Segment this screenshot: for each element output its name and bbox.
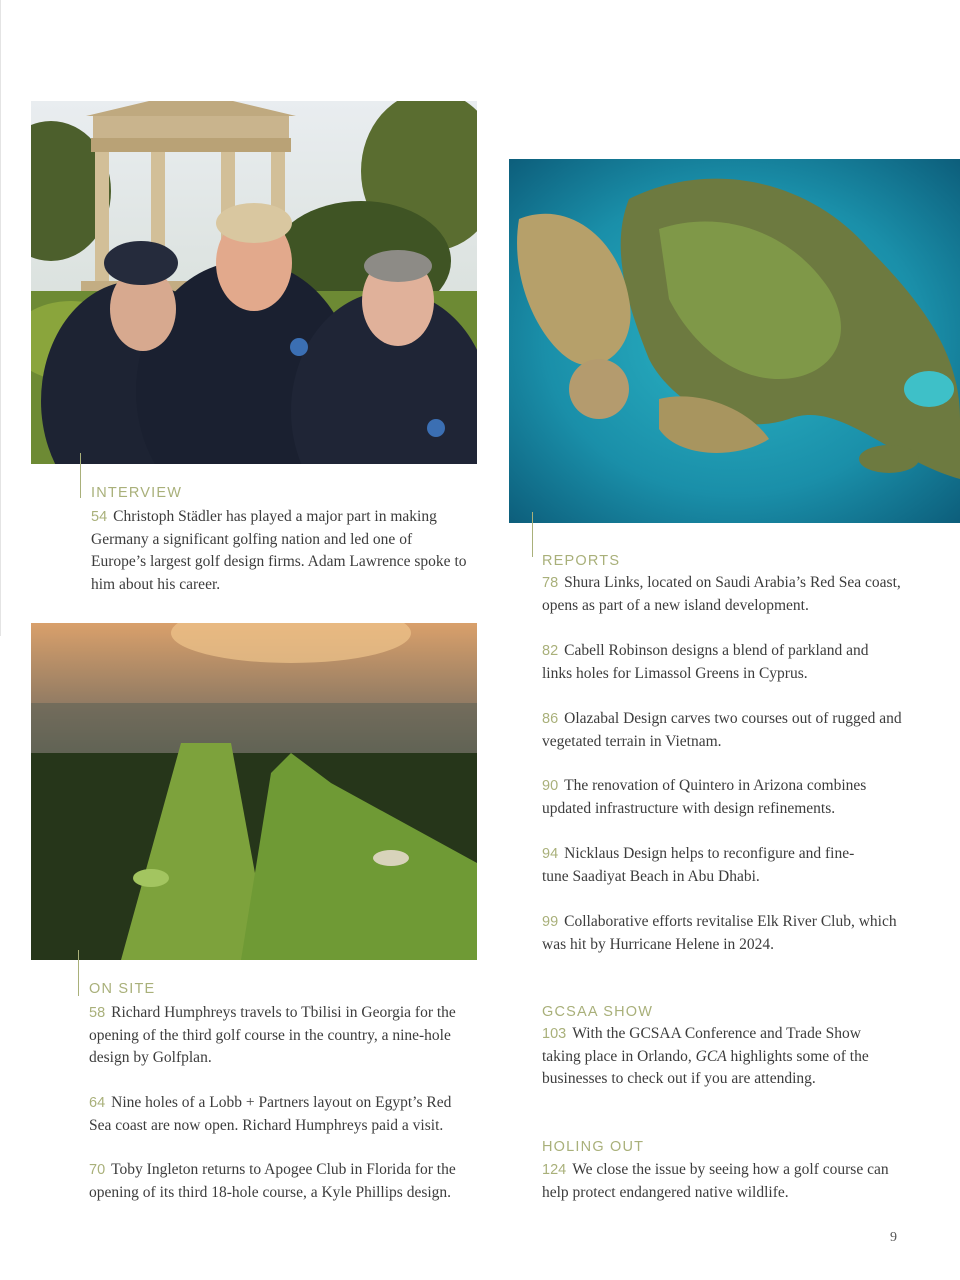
page-ref-number: 124 [542,1162,567,1178]
entry-text: We close the issue by seeing how a golf course can help protect endangered native wildlife. [542,1161,889,1201]
page-ref-number: 90 [542,778,559,794]
entry-text: The renovation of Quintero in Arizona combines updated infrastructure with design refinements. [542,777,867,817]
on-site-label: ON SITE [89,981,156,997]
reports-entry[interactable] [542,911,902,956]
page-ref-number: 94 [542,846,559,862]
page-ref-number: 103 [542,1026,567,1042]
entry-text-continued: highlights some of the businesses to check out if you are attending. [542,1047,869,1087]
reports-entry[interactable] [542,775,902,820]
gcsaa-show-label: GCSAA SHOW [542,1004,654,1020]
on-site-entry[interactable] [89,1159,479,1204]
page-ref-number: 64 [89,1095,106,1111]
entry-text: Nine holes of a Lobb + Partners layout on Egypt’s Red Sea coast are now open. Richard Humphreys paid a visit. [89,1094,452,1134]
page-ref-number: 86 [542,711,559,727]
entry-text: Olazabal Design carves two courses out of rugged and vegetated terrain in Vietnam. [542,710,902,750]
on-site-pointer-line [78,950,79,996]
reports-pointer-line [532,512,533,557]
gcsaa-show-entry[interactable] [542,1023,902,1091]
entry-text: Toby Ingleton returns to Apogee Club in Florida for the opening of its third 18-hole course, a Kyle Phillips design. [89,1161,456,1201]
reports-entry[interactable] [542,708,902,753]
page-ref-number: 78 [542,575,559,591]
page-ref-number: 99 [542,914,559,930]
entry-text: Nicklaus Design helps to reconfigure and fine-tune Saadiyat Beach in Abu Dhabi. [542,845,855,885]
holing-out-entry[interactable] [542,1159,902,1204]
entry-text: With the GCSAA Conference and Trade Show taking place in Orlando, [542,1025,861,1065]
on-site-entry[interactable] [89,1002,473,1070]
reports-entry[interactable] [542,572,902,617]
entry-text: Collaborative efforts revitalise Elk River Club, which was hit by Hurricane Helene in 2024. [542,913,897,953]
reports-entry[interactable] [542,640,902,685]
on-site-entry[interactable] [89,1092,473,1137]
entry-text: Christoph Städler has played a major part in making Germany a significant golfing nation and led one of Europe’s largest golf design firms. Adam Lawrence spoke to him about his career. [91,508,467,593]
page-ref-number: 54 [91,509,108,525]
magazine-name: GCA [695,1047,727,1065]
reports-entry[interactable] [542,843,860,888]
page-ref-number: 58 [89,1005,106,1021]
interview-pointer-line [80,453,81,498]
page-edge-rule [0,0,1,636]
reports-label: REPORTS [542,553,621,569]
holing-out-label: HOLING OUT [542,1139,645,1155]
page-ref-number: 82 [542,643,559,659]
page-ref-number: 70 [89,1162,106,1178]
page-number: 9 [890,1230,897,1245]
reports-photo [509,159,960,523]
entry-text: Shura Links, located on Saudi Arabia’s Red Sea coast, opens as part of a new island development. [542,574,901,614]
entry-text: Richard Humphreys travels to Tbilisi in Georgia for the opening of the third golf course in the country, a nine-hole design by Golfplan. [89,1004,456,1066]
interview-photo [31,101,477,464]
interview-entry[interactable] [91,506,471,596]
entry-text: Cabell Robinson designs a blend of parkland and links holes for Limassol Greens in Cyprus. [542,642,869,682]
interview-label: INTERVIEW [91,485,183,501]
on-site-photo [31,623,477,960]
